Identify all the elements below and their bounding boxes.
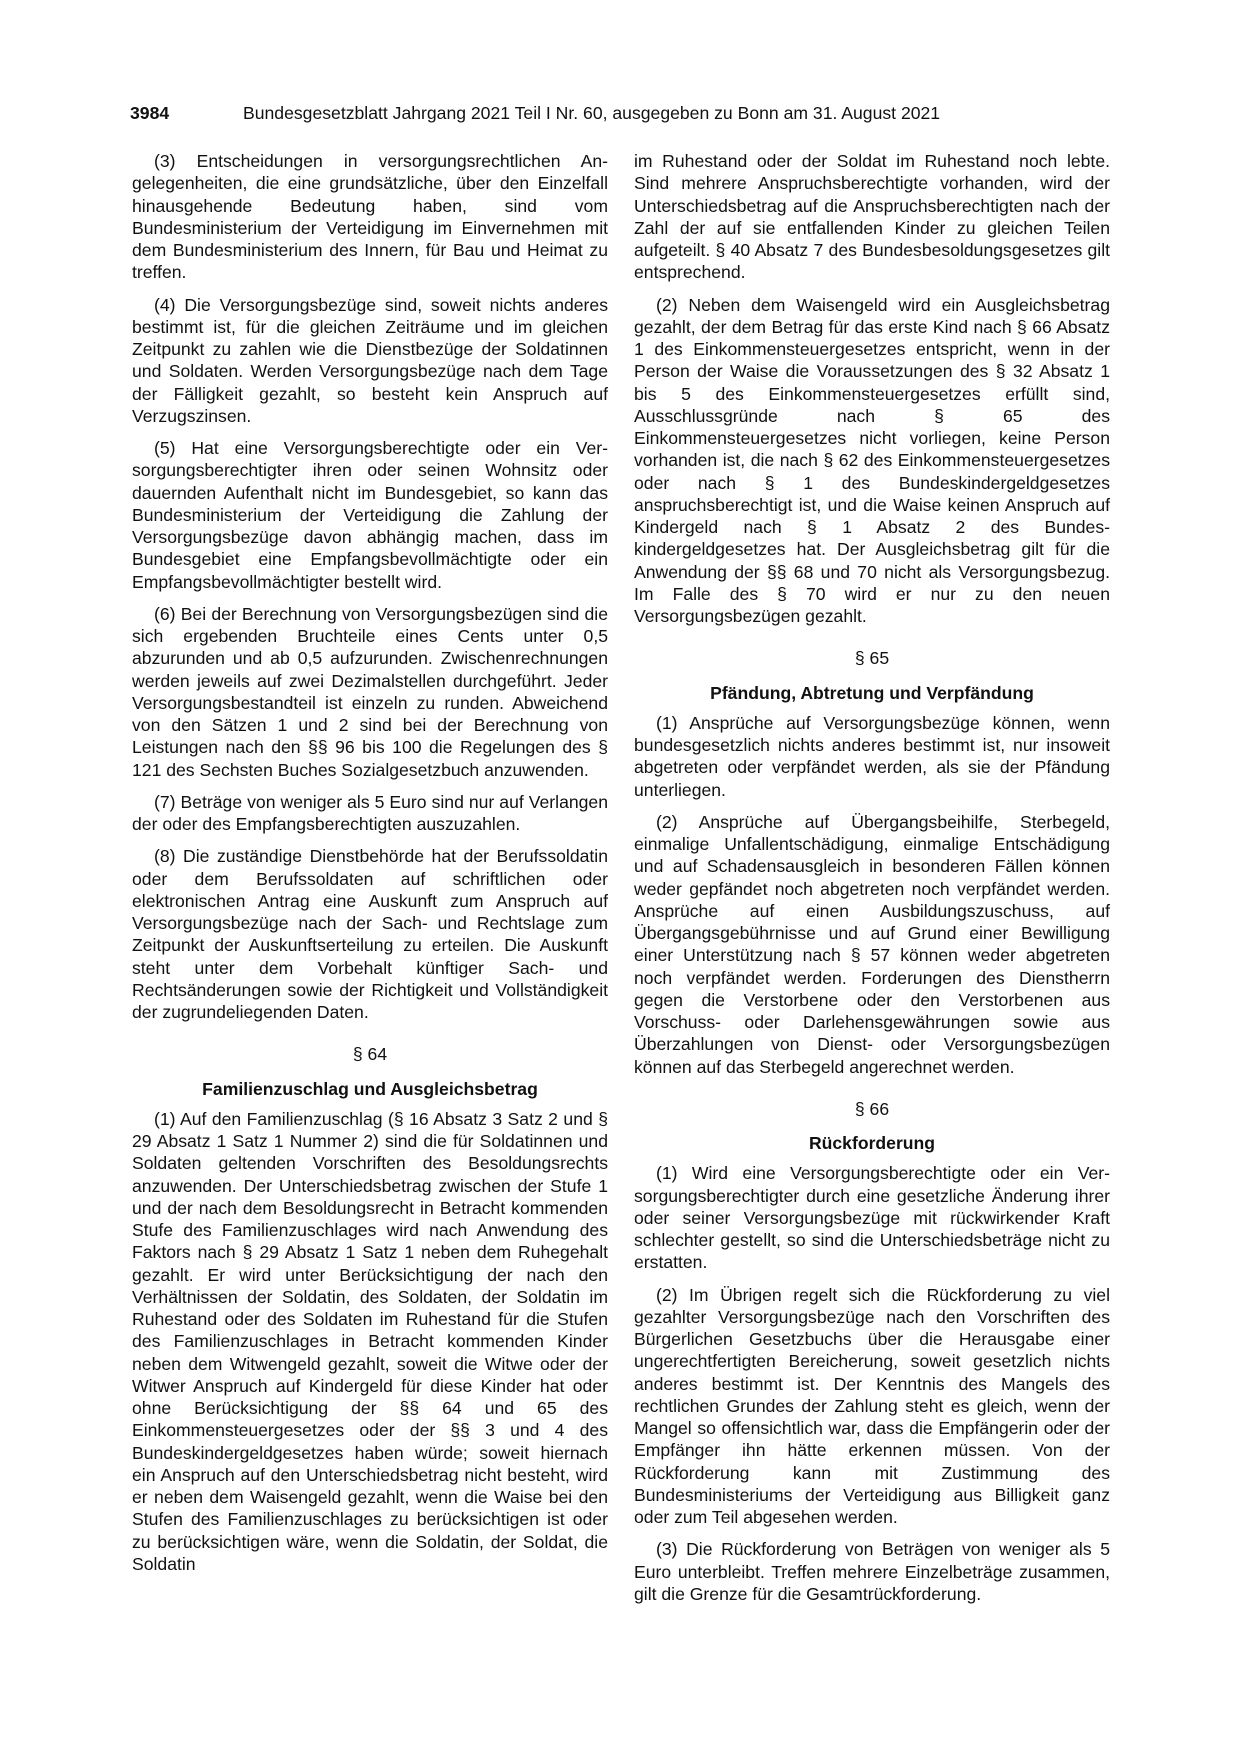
section-66-title: Rückforderung — [808, 1133, 936, 1153]
section-66-number: § 66 — [854, 1098, 890, 1119]
page-number: 3984 — [130, 103, 170, 123]
paragraph-65-1: (1) Ansprüche auf Versorgungsbezüge können, wenn bundesgesetzlich nichts anderes bestimmt ist, nur insoweit abgetreten oder verpfändet werden, als sie der Pfändung unterliegen. — [634, 712, 1110, 800]
paragraph-63-8: (8) Die zuständige Dienstbehörde hat der Berufssoldatin oder dem Berufssoldaten auf schriftlichen oder elektronischen Antrag eine Auskunft zum Anspruch auf Versorgungsbezüge nach der Sach- und Rechtslage zum Zeitpunkt der Auskunftserteilung zu erteilen. Die Auskunft steht unter dem Vorbehalt künftiger Sach- und Rechtsänderungen sowie der Richtigkeit und Vollständigkeit der zugrundeliegenden Daten. — [132, 846, 608, 1022]
section-64-title: Familienzuschlag und Ausgleichsbetrag — [202, 1078, 538, 1099]
left-column — [132, 150, 608, 1585]
paragraph-66-1: (1) Wird eine Versorgungsberechtigte oder ein Versorgungsberechtigter durch eine gesetzliche Änderung ihrer oder seiner Versorgungsbezüge mit rückwirkender Kraft schlechter gestellt, so sind die Unterschiedsbeträge nicht zu erstatten. — [634, 1163, 1110, 1273]
section-65-title: Pfändung, Abtretung und Verpfändung — [710, 682, 1034, 703]
paragraph-64-1-continued: im Ruhestand oder der Soldat im Ruhestand noch lebte. Sind mehrere Anspruchsberechtigte vorhanden, wird der Unterschiedsbetrag auf die Anspruchsberechtigten nach der Zahl der auf sie entfallenden Kinder zu gleichen Teilen aufgeteilt. § 40 Absatz 7 des Bundesbesoldungsgesetzes gilt entsprechend. — [634, 151, 1110, 283]
paragraph-63-7: (7) Beträge von weniger als 5 Euro sind nur auf Verlangen der oder des Empfangsberechtigten auszuzahlen. — [132, 791, 608, 834]
paragraph-65-2: (2) Ansprüche auf Übergangsbeihilfe, Sterbegeld, einmalige Unfallentschädigung, einmalige Entschädigung und auf Schadensausgleich in besonderen Fällen können weder gepfändet noch abgetreten noch verpfändet werden. Ansprüche auf einen Ausbildungszuschuss, auf Übergangsgebührnisse und auf Grund einer Bewilligung einer Unterstützung nach § 57 können weder abgetreten noch verpfändet werden. Forderungen des Dienstherrn gegen die Verstorbene oder den Verstorbenen aus Vorschuss- oder Darlehensgewährungen sowie aus Überzahlungen von Dienst- oder Versorgungsbezügen können auf das Sterbegeld angerechnet werden. — [634, 811, 1110, 1077]
header-title: Bundesgesetzblatt Jahrgang 2021 Teil I Nr. 60, ausgegeben zu Bonn am 31. August 2021 — [243, 103, 941, 123]
paragraph-63-5: (5) Hat eine Versorgungsberechtigte oder ein Versorgungsberechtigter ihren oder seinen Wohnsitz oder dauernden Aufenthalt nicht im Bundesgebiet, so kann das Bundesministerium der Verteidigung die Zahlung der Versorgungsbezüge davon abhängig machen, dass im Bundesgebiet eine Empfangsbevollmächtigte oder ein Empfangsbevollmächtigter bestellt wird. — [132, 438, 608, 592]
paragraph-63-3: (3) Entscheidungen in versorgungsrechtlichen Angelegenheiten, die eine grundsätzliche, über den Einzelfall hinausgehende Bedeutung haben, sind vom Bundesministerium der Verteidigung im Einvernehmen mit dem Bundesministerium des Innern, für Bau und Heimat zu treffen. — [132, 151, 608, 283]
paragraph-66-2: (2) Im Übrigen regelt sich die Rückforderung zu viel gezahlter Versorgungsbezüge nach den Vorschriften des Bürgerlichen Gesetzbuchs über die Herausgabe einer ungerechtfertigten Bereicherung, soweit gesetzlich nichts anderes bestimmt ist. Der Kenntnis des Mangels des rechtlichen Grundes der Zahlung steht es gleich, wenn der Mangel so offensichtlich war, dass die Empfängerin oder der Empfänger ihn hätte erkennen müssen. Von der Rückforderung kann mit Zustimmung des Bundesministeriums der Verteidigung aus Billigkeit ganz oder zum Teil abgesehen werden. — [634, 1284, 1110, 1527]
paragraph-63-6: (6) Bei der Berechnung von Versorgungsbezügen sind die sich ergebenden Bruchteile eines Cents unter 0,5 abzurunden und ab 0,5 aufzurunden. Zwischenrechnungen werden jeweils auf zwei Dezimalstellen durchgeführt. Jeder Versorgungsbestandteil ist einzeln zu runden. Abweichend von den Sätzen 1 und 2 sind bei der Berechnung von Leistungen nach den §§ 96 bis 100 die Regelungen des § 121 des Sechsten Buches Sozialgesetzbuch anzuwenden. — [132, 603, 608, 780]
section-65-number: § 65 — [854, 648, 890, 669]
paragraph-66-3: (3) Die Rückforderung von Beträgen von weniger als 5 Euro unterbleibt. Treffen mehrere Einzelbeträge zusammen, gilt die Grenze für die Gesamtrückforderung. — [634, 1539, 1110, 1604]
paragraph-63-4: (4) Die Versorgungsbezüge sind, soweit nichts anderes bestimmt ist, für die gleichen Zeiträume und im gleichen Zeitpunkt zu zahlen wie die Dienstbezüge der Soldatinnen und Soldaten. Werden Versorgungsbezüge nach dem Tage der Fälligkeit gezahlt, so besteht kein Anspruch auf Verzugszinsen. — [132, 294, 608, 426]
paragraph-64-1: (1) Auf den Familienzuschlag (§ 16 Absatz 3 Satz 2 und § 29 Absatz 1 Satz 1 Nummer 2) sind die für Soldatinnen und Soldaten geltenden Vorschriften des Besoldungsrechts anzuwenden. Der Unterschiedsbetrag zwischen der Stufe 1 und der nach dem Besoldungsrecht in Betracht kommenden Stufe des Familienzuschlages wird nach Anwendung des Faktors nach § 29 Absatz 1 Satz 1 neben dem Ruhegehalt gezahlt. Er wird unter Berücksichtigung der nach den Verhältnissen der Soldatin, des Soldaten, der Soldatin im Ruhestand oder des Soldaten im Ruhestand für die Stufen des Familienzuschlages in Betracht kommenden Kinder neben dem Witwengeld gezahlt, soweit die Witwe oder der Witwer Anspruch auf Kindergeld für diese Kinder hat oder ohne Berücksichtigung der §§ 64 und 65 des Einkommensteuergesetzes oder der §§ 3 und 4 des Bundeskindergeldgesetzes haben würde; soweit hiernach ein Anspruch auf den Unterschiedsbetrag nicht besteht, wird er neben dem Waisengeld gezahlt, wenn die Waise bei den Stufen des Familienzuschlages zu berücksichtigen ist oder zu berücksichtigen wäre, wenn die Soldatin, der Soldat, die Soldatin — [132, 1108, 608, 1574]
page-header — [130, 101, 1110, 125]
paragraph-64-2: (2) Neben dem Waisengeld wird ein Ausgleichsbetrag gezahlt, der dem Betrag für das erste Kind nach § 66 Absatz 1 des Einkommensteuergesetzes entspricht, wenn in der Person der Waise die Voraussetzungen des § 32 Absatz 1 bis 5 des Einkommensteuergesetzes erfüllt sind, Ausschlussgründe nach § 65 des Einkommensteuergesetzes nicht vorliegen, keine Person vorhanden ist, die nach § 62 des Einkommensteuergesetzes oder nach § 1 des Bundeskindergeldgesetzes anspruchsberechtigt ist, und die Waise keinen Anspruch auf Kindergeld nach § 1 Absatz 2 des Bundeskindergeldgesetzes hat. Der Ausgleichsbetrag gilt für die Anwendung der §§ 68 und 70 nicht als Versorgungsbezug. Im Falle des § 70 wird er nur zu den neuen Versorgungsbezügen gezahlt. — [634, 294, 1110, 626]
section-64-number: § 64 — [352, 1044, 388, 1065]
right-column — [634, 150, 1110, 1615]
